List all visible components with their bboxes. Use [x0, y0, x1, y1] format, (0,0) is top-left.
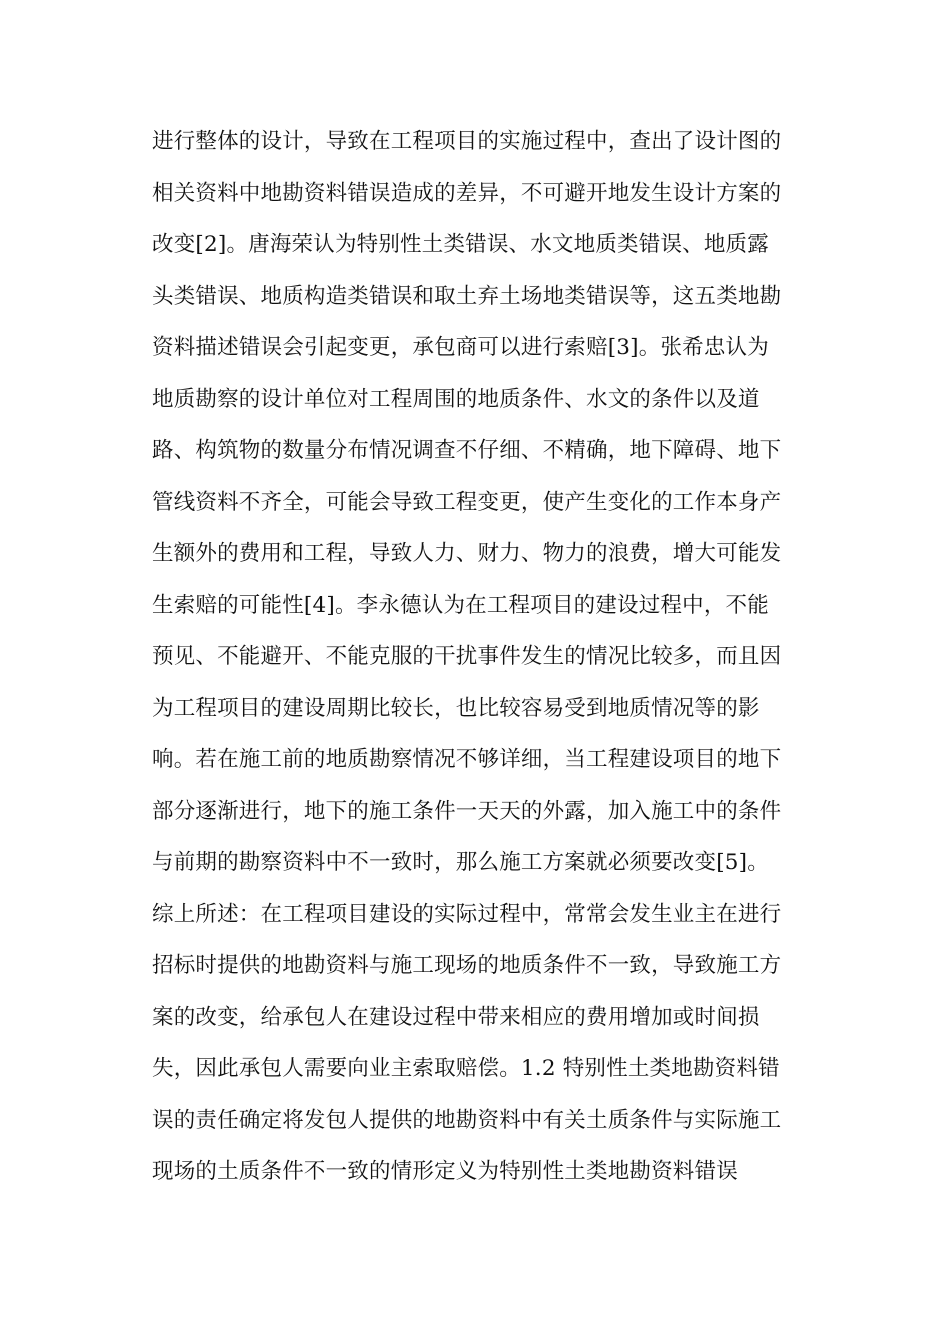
text-line: 改变[2]。唐海荣认为特别性土类错误、水文地质类错误、地质露 — [152, 232, 769, 257]
text-line: 失，因此承包人需要向业主索取赔偿。1.2 特别性土类地勘资料错 — [152, 1056, 780, 1081]
text-line: 与前期的勘察资料中不一致时，那么施工方案就必须要改变[5]。 — [152, 850, 769, 875]
text-line: 头类错误、地质构造类错误和取土弃土场地类错误等，这五类地勘 — [152, 283, 782, 309]
text-line: 管线资料不齐全，可能会导致工程变更，使产生变化的工作本身产 — [152, 489, 782, 515]
text-line: 部分逐渐进行，地下的施工条件一天天的外露，加入施工中的条件 — [152, 798, 782, 824]
text-line: 响。若在施工前的地质勘察情况不够详细，当工程建设项目的地下 — [152, 747, 782, 772]
text-line: 为工程项目的建设周期比较长，也比较容易受到地质情况等的影 — [152, 695, 760, 721]
text-line: 招标时提供的地勘资料与施工现场的地质条件不一致，导致施工方 — [152, 953, 782, 978]
text-line: 进行整体的设计，导致在工程项目的实施过程中，查出了设计图的 — [152, 129, 782, 154]
text-line: 地质勘察的设计单位对工程周围的地质条件、水文的条件以及道 — [152, 386, 760, 412]
text-line: 综上所述：在工程项目建设的实际过程中，常常会发生业主在进行 — [152, 901, 782, 927]
text-line: 资料描述错误会引起变更，承包商可以进行索赔[3]。张希忠认为 — [152, 335, 769, 360]
text-line: 现场的土质条件不一致的情形定义为特别性土类地勘资料错误 — [152, 1159, 738, 1184]
text-line: 路、构筑物的数量分布情况调查不仔细、不精确，地下障碍、地下 — [152, 438, 782, 463]
text-line: 误的责任确定将发包人提供的地勘资料中有关土质条件与实际施工 — [152, 1107, 782, 1133]
text-line: 生索赔的可能性[4]。李永德认为在工程项目的建设过程中，不能 — [152, 592, 769, 618]
text-line: 相关资料中地勘资料错误造成的差异，不可避开地发生设计方案的 — [152, 180, 782, 206]
text-line: 预见、不能避开、不能克服的干扰事件发生的情况比较多，而且因 — [152, 644, 782, 669]
body-paragraph — [152, 116, 812, 1198]
text-line: 案的改变，给承包人在建设过程中带来相应的费用增加或时间损 — [152, 1004, 760, 1030]
text-line: 生额外的费用和工程，导致人力、财力、物力的浪费，增大可能发 — [152, 541, 782, 566]
